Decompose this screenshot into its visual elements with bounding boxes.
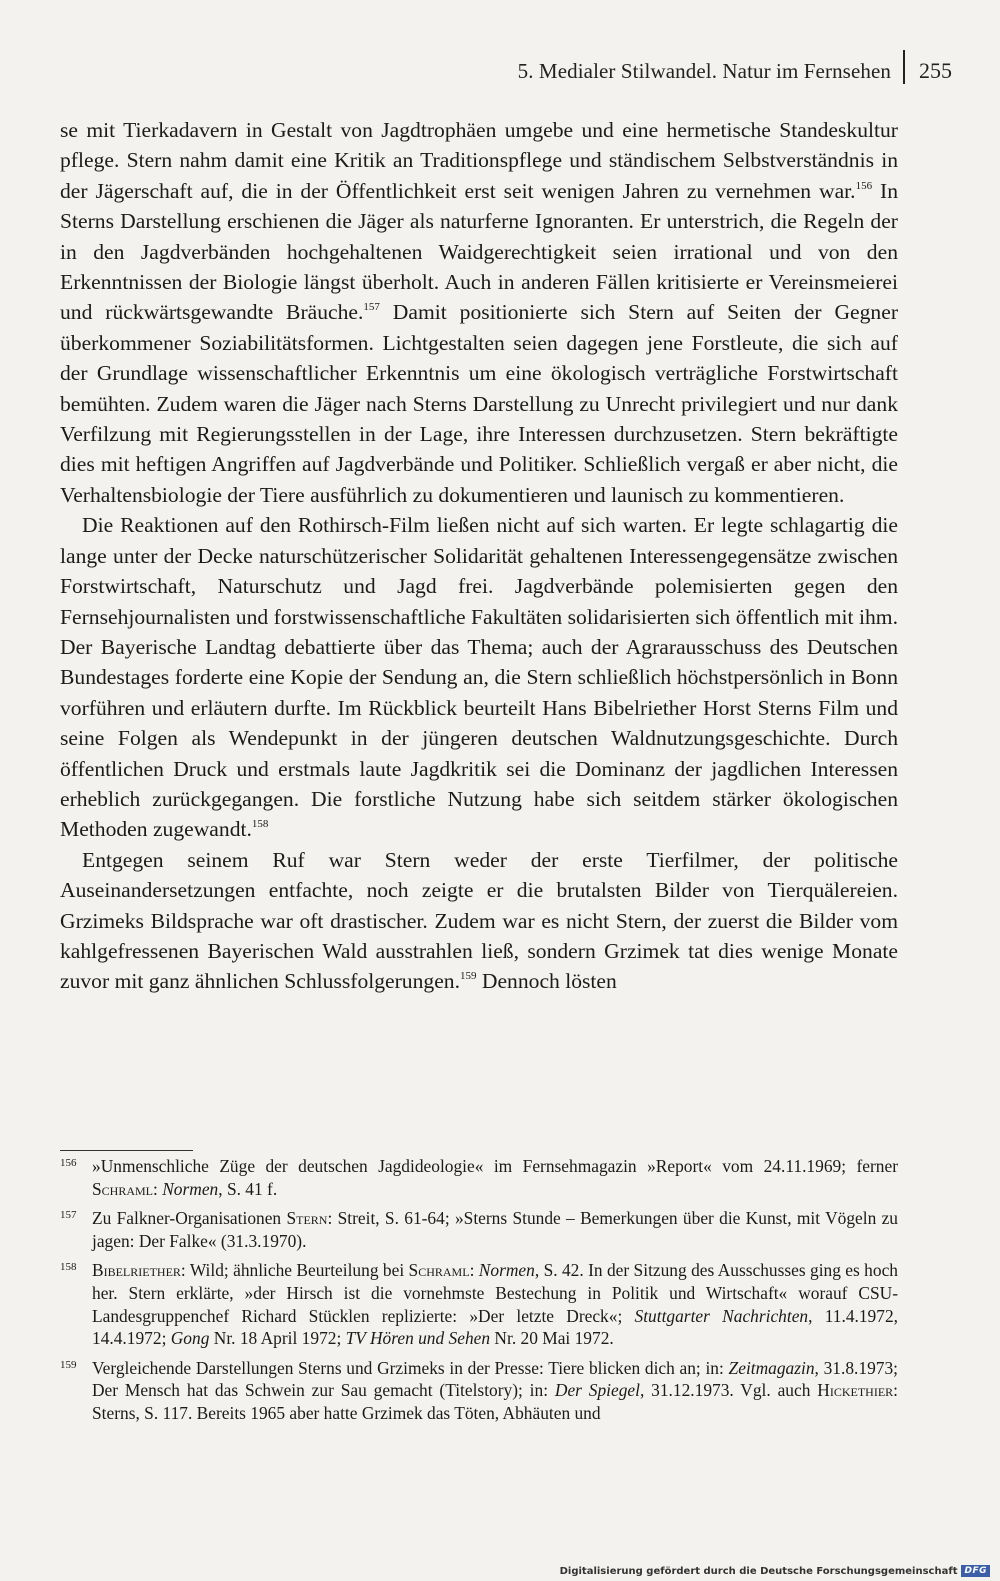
chapter-title: 5. Medialer Stilwandel. Natur im Fernsehen <box>517 58 891 83</box>
text-run: , 11.4.1972, 14.4.1972; <box>92 1305 898 1349</box>
text-run: »Unmenschliche Züge der deutschen Jagdideologie« im Fernsehmagazin »Report« vom 24.11.1969; ferner <box>92 1156 898 1176</box>
text-run: , S. 41 f. <box>218 1178 278 1199</box>
text-run: Zu Falkner-Organisationen <box>92 1208 287 1229</box>
text-run: , 31.8.1973; Der Mensch hat das Schwein zur Sau gemacht (Titelstory); in: <box>92 1357 898 1401</box>
author-name: Hickethier <box>817 1380 894 1401</box>
footnote-number: 156 <box>60 1157 77 1169</box>
author-name: Stern <box>286 1208 328 1229</box>
footnote-156 <box>60 1155 898 1200</box>
text-run: Vergleichende Darstellungen Sterns und Grzimeks in der Presse: Tiere blicken dich an; in: <box>92 1357 729 1378</box>
author-name: Schraml <box>408 1260 470 1281</box>
work-title: Normen <box>162 1178 219 1199</box>
text-run: Damit positionierte sich Stern auf Seiten der Gegner überkommener Soziabilitätsformen. Lichtgestalten seien dagegen jene Forstleute, die sich auf der Grundlage wissenschaftlicher Erkenntnis um eine ökologisch verträgliche Forstwirtschaft bemühten. Zudem waren die Jäger nach Sterns Darstellung zu Unrecht privilegiert und nur dank Verfilzung mit Regierungsstellen in der Lage, ihre Interessen durchzusetzen. Stern bekräftigte dies mit heftigen Angriffen auf Jagdverbände und Politiker. Schließlich vergaß er aber nicht, die Verhaltensbiologie der Tiere ausführlich zu dokumentieren und launisch zu kommentieren. <box>60 300 899 507</box>
dfg-logo: DFG <box>961 1565 990 1577</box>
text-run: Dennoch lösten <box>476 969 617 994</box>
footnote-number: 159 <box>60 1358 77 1371</box>
text-run: Entgegen seinem Ruf war Stern weder der erste Tierfilmer, der politische Auseinandersetzungen entfachte, noch zeigte er die brutalsten Bilder von Tierquälereien. Grzimeks Bildsprache war oft drastischer. Zudem war es nicht Stern, der zuerst die Bilder vom kahlgefressenen Bayerischen Wald ausstrahlen ließ, sondern Grzimek tat dies wenige Monate zuvor mit ganz ähnlichen Schlussfolgerungen. <box>60 847 898 994</box>
footnote-157 <box>60 1207 898 1252</box>
text-run: : <box>469 1260 479 1281</box>
paragraph-3 <box>60 845 898 997</box>
work-title: Gong <box>170 1328 210 1349</box>
author-name: Bibelriether <box>92 1260 181 1281</box>
work-title: TV Hören und Sehen <box>345 1328 491 1349</box>
footnote-ref-157[interactable]: 157 <box>363 301 380 314</box>
work-title: Zeitmagazin <box>728 1357 815 1378</box>
main-text <box>60 115 898 997</box>
text-run: : <box>153 1178 163 1199</box>
page-number: 255 <box>919 58 952 83</box>
footnote-159 <box>60 1357 898 1425</box>
paragraph-1 <box>60 115 898 510</box>
text-run: , S. 42. In der Sitzung des Ausschusses ging es hoch her. Stern erklärte, »der Hirsch ist die vornehmste Bestechung in Politik und Wirtschaft« worauf CSU-Landesgruppenchef Richard Stücklen replizierte: »Der letzte Dreck«; <box>92 1260 898 1326</box>
footnote-ref-156[interactable]: 156 <box>855 179 873 192</box>
running-head <box>518 56 952 86</box>
text-run: Nr. 20 Mai 1972. <box>490 1328 614 1349</box>
work-title: Stuttgarter Nachrichten <box>634 1305 809 1326</box>
author-name: Schraml <box>92 1178 154 1199</box>
footnote-ref-159[interactable]: 159 <box>459 970 477 983</box>
header-divider <box>903 50 905 84</box>
text-run: se mit Tierkadavern in Gestalt von Jagdtrophäen umgebe und eine hermetische Standeskultur pflege. Stern nahm damit eine Kritik an Traditionspflege und ständischem Selbstverständnis in der Jägerschaft auf, die in der Öffentlichkeit erst seit wenigen Jahren zu vernehmen war. <box>60 118 898 203</box>
footnote-number: 157 <box>60 1209 77 1222</box>
text-run: : Streit, S. 61-64; »Sterns Stunde – Bemerkungen über die Kunst, mit Vögeln zu jagen: Der Falke« (31.3.1970). <box>92 1208 898 1251</box>
work-title: Normen <box>478 1260 535 1281</box>
credit-text: Digitalisierung gefördert durch die Deutsche Forschungsgemeinschaft <box>559 1565 958 1577</box>
text-run: : Sterns, S. 117. Bereits 1965 aber hatte Grzimek das Töten, Abhäuten und <box>92 1380 898 1423</box>
text-run: In Sterns Darstellung erschienen die Jäger als naturferne Ignoranten. Er unterstrich, die Regeln der in den Jagdverbänden hochgehaltenen Waidgerechtigkeit seien irrational und von den Erkenntnissen der Biologie längst überholt. Auch in anderen Fällen kritisierte er Vereinsmeierei und rückwärtsgewandte Bräuche. <box>60 178 898 325</box>
text-run: Nr. 18 April 1972; <box>209 1328 346 1349</box>
text-run: Die Reaktionen auf den Rothirsch-Film ließen nicht auf sich warten. Er legte schlagartig die lange unter der Decke naturschützerischer Solidarität gehaltenen Interessengegensätze zwischen Forstwirtschaft, Naturschutz und Jagd frei. Jagdverbände polemisierten gegen den Fernsehjournalisten und forstwissenschaftliche Fakultäten solidarisierten sich öffentlich mit ihm. Der Bayerische Landtag debattierte über das Thema; auch der Agrarausschuss des Deutschen Bundestages forderte eine Kopie der Sendung an, die Stern schließlich höchstpersönlich in Bonn vorführen und erläutern durfte. Im Rückblick beurteilt Hans Bibelriether Horst Sterns Film und seine Folgen als Wendepunkt in der jüngeren deutschen Waldnutzungsgeschichte. Durch öffentlichen Druck und erstmals laute Jagdkritik sei die Dominanz der jagdlichen Interessen erheblich zurückgegangen. Die forstliche Nutzung habe sich seitdem stärker ökologischen Methoden zugewandt. <box>60 513 898 842</box>
text-run: : Wild; ähnliche Beurteilung bei <box>180 1260 409 1281</box>
work-title: Der Spiegel <box>554 1380 640 1401</box>
paragraph-2 <box>60 510 898 844</box>
footnotes <box>60 1155 898 1432</box>
footnote-number: 158 <box>60 1261 77 1274</box>
text-run: , 31.12.1973. Vgl. auch <box>639 1380 818 1401</box>
digitization-credit <box>560 1565 990 1577</box>
footnote-ref-158[interactable]: 158 <box>251 818 269 831</box>
footnote-158 <box>60 1259 898 1349</box>
footnote-separator <box>60 1150 193 1151</box>
